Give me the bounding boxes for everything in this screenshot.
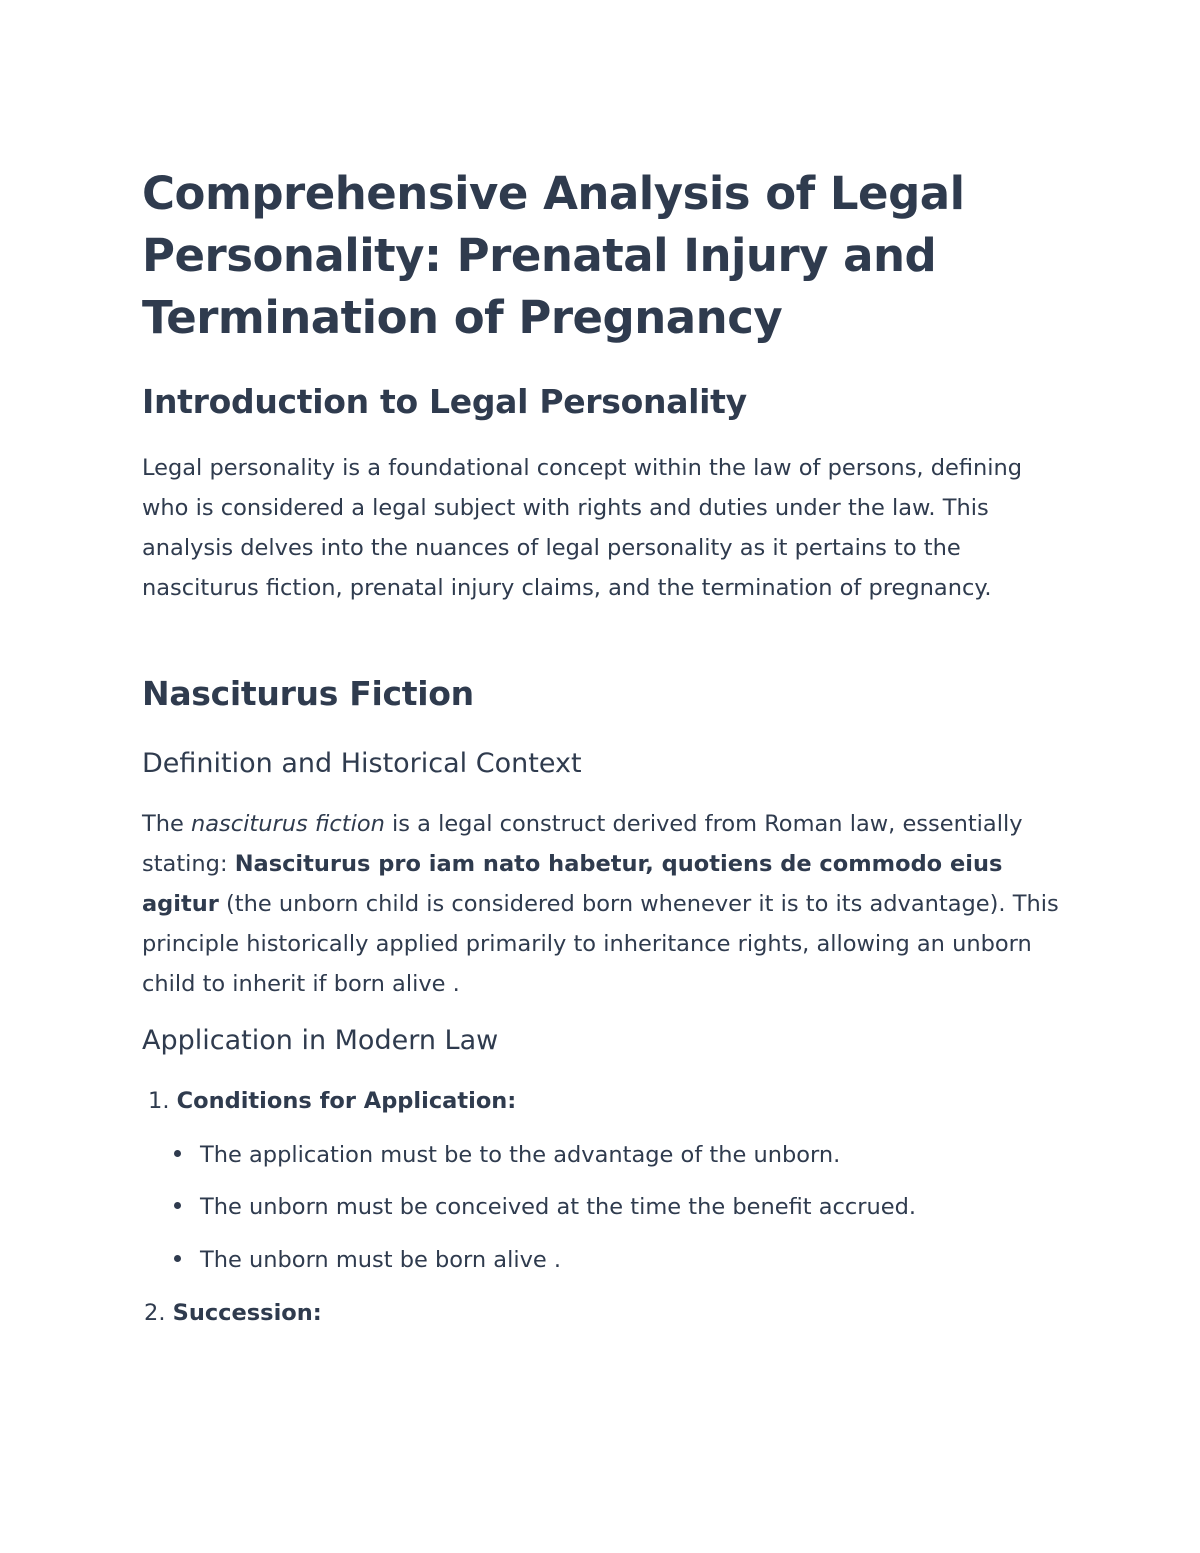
bullet-dot-icon — [174, 1150, 181, 1157]
document-title: Comprehensive Analysis of Legal Personality: Prenatal Injury and Termination of Pregnancy — [142, 167, 965, 344]
definition-text-start: The — [142, 811, 191, 837]
bullet-dot-icon — [174, 1202, 181, 1209]
modern-law-heading: Application in Modern Law — [142, 1025, 499, 1056]
list-label: Succession: — [172, 1300, 322, 1326]
bullet-text: The application must be to the advantage of the unborn. — [200, 1142, 841, 1168]
list-item-succession — [144, 1297, 322, 1329]
definition-latin-maxim: Nasciturus pro iam nato habetur, quotiens de commodo eius agitur — [142, 851, 1003, 917]
bullet-text: The unborn must be conceived at the time the benefit accrued. — [200, 1194, 917, 1220]
intro-paragraph: Legal personality is a foundational concept within the law of persons, defining who is considered a legal subject with rights and duties under the law. This analysis delves into the nuances of legal personality as it pertains to the nasciturus fiction, prenatal injury claims, and the termination of pregnancy. — [142, 455, 1023, 601]
definition-text-mid: is a legal construct derived from Roman law, essentially stating: — [142, 811, 1023, 877]
bullet-dot-icon — [174, 1255, 181, 1262]
list-number: 2. — [144, 1300, 166, 1326]
bullet-item — [174, 1244, 561, 1276]
list-number: 1. — [148, 1088, 170, 1114]
bullet-item — [174, 1191, 916, 1223]
intro-heading: Introduction to Legal Personality — [142, 382, 747, 421]
bullet-text: The unborn must be born alive . — [200, 1247, 562, 1273]
list-item-conditions — [148, 1085, 516, 1117]
definition-paragraph — [142, 804, 1062, 1004]
list-label: Conditions for Application: — [176, 1088, 517, 1114]
definition-text-end: (the unborn child is considered born whenever it is to its advantage). This principle historically applied primarily to inheritance rights, allowing an unborn child to inherit if born alive . — [142, 891, 1059, 997]
definition-italic-term: nasciturus fiction — [191, 811, 385, 837]
nasciturus-heading: Nasciturus Fiction — [142, 674, 474, 713]
bullet-item — [174, 1139, 840, 1171]
definition-heading: Definition and Historical Context — [142, 748, 582, 779]
